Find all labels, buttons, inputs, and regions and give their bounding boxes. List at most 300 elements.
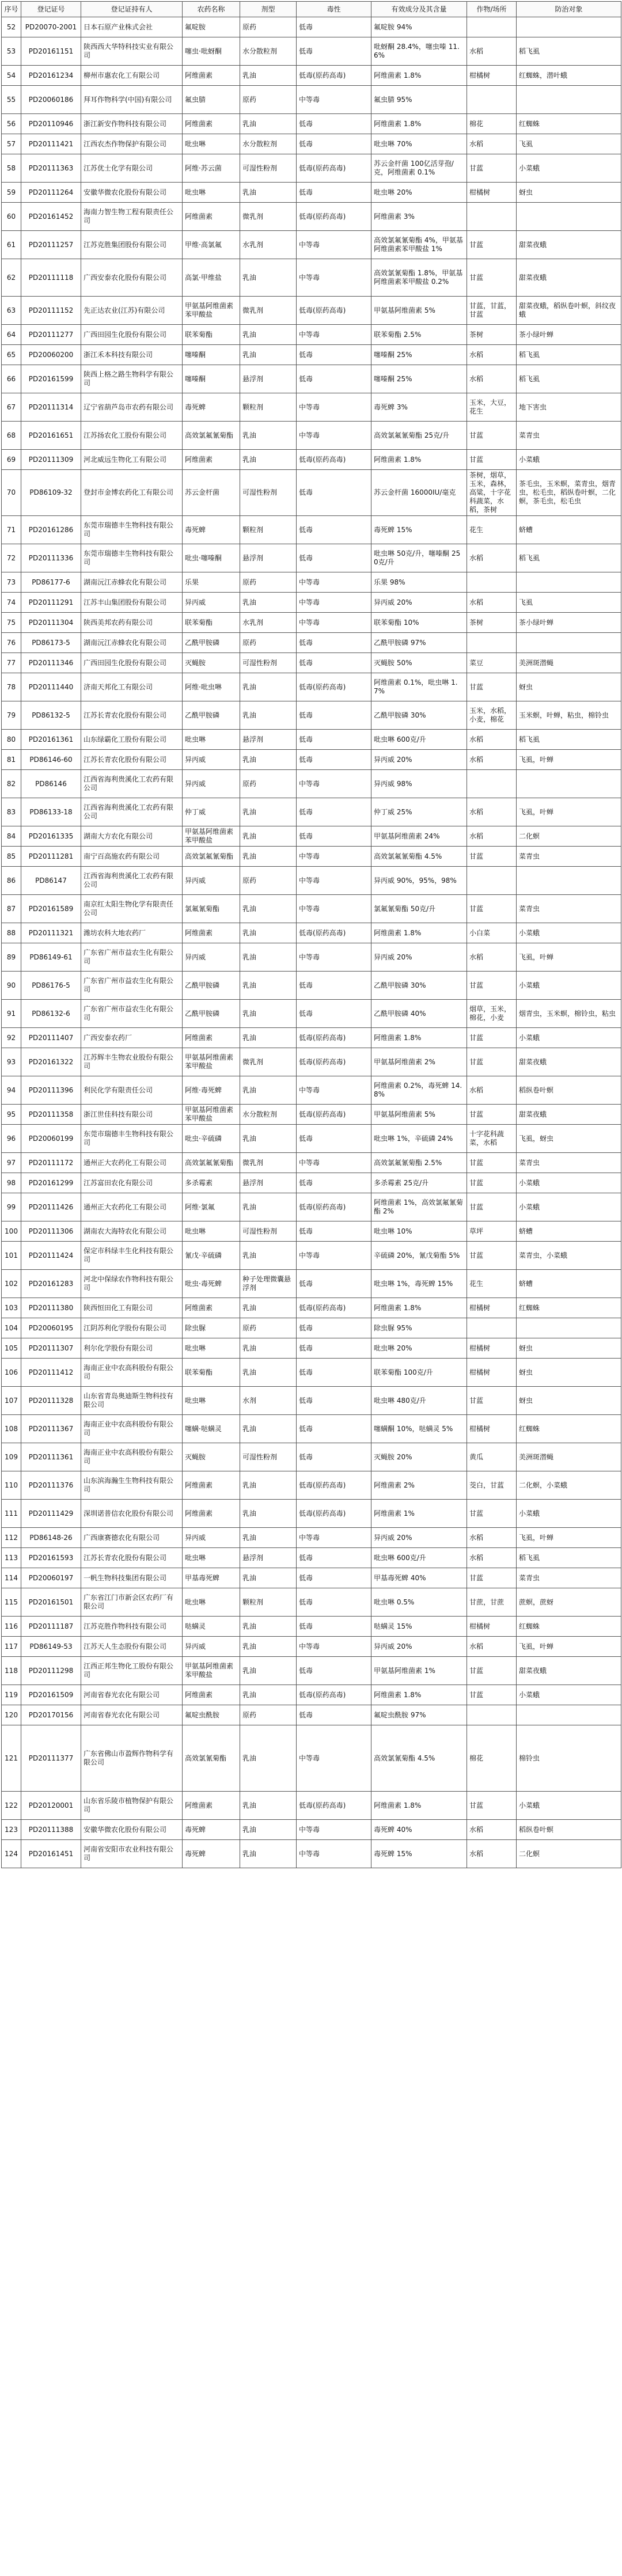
cell-serial-no: 79	[2, 701, 21, 730]
cell-registration-no: PD20060197	[21, 1568, 81, 1588]
cell-pesticide-name: 阿维菌素	[183, 203, 240, 231]
cell-pesticide-name: 氯氟氰菊酯	[183, 895, 240, 923]
table-row	[2, 183, 621, 203]
cell-active-ingredient: 乙酰甲胺磷 40%	[371, 1000, 467, 1028]
cell-registration-no: PD20111309	[21, 450, 81, 470]
table-row	[2, 1792, 621, 1820]
cell-pesticide-name: 高效氯氰菊酯	[183, 1725, 240, 1792]
cell-formulation: 乳油	[240, 1657, 297, 1685]
table-row	[2, 297, 621, 325]
cell-serial-no: 103	[2, 1298, 21, 1318]
cell-target: 小菜蛾	[517, 450, 621, 470]
cell-pesticide-name: 甲氨基阿维菌素苯甲酸盐	[183, 1657, 240, 1685]
cell-pesticide-name: 噻虫·吡蚜酮	[183, 37, 240, 66]
cell-formulation: 乳油	[240, 66, 297, 86]
cell-crop-site: 水稻	[467, 943, 517, 972]
cell-holder: 广西田园生化股份有限公司	[81, 653, 183, 673]
cell-target: 稻纵卷叶螟	[517, 1076, 621, 1105]
table-row	[2, 259, 621, 297]
cell-pesticide-name: 异丙威	[183, 1637, 240, 1657]
cell-serial-no: 112	[2, 1528, 21, 1548]
cell-active-ingredient: 异丙威 20%	[371, 750, 467, 770]
cell-registration-no: PD20111426	[21, 1193, 81, 1221]
cell-holder: 江苏富田农化有限公司	[81, 1173, 183, 1193]
cell-formulation: 原药	[240, 572, 297, 593]
cell-formulation: 乳油	[240, 1528, 297, 1548]
cell-pesticide-name: 异丙威	[183, 770, 240, 798]
table-row	[2, 633, 621, 653]
cell-formulation: 微乳剂	[240, 1153, 297, 1173]
cell-registration-no: PD20111336	[21, 544, 81, 572]
cell-pesticide-name: 吡虫啉	[183, 1548, 240, 1568]
cell-registration-no: PD20111314	[21, 393, 81, 422]
cell-serial-no: 93	[2, 1048, 21, 1076]
cell-pesticide-name: 乙酰甲胺磷	[183, 972, 240, 1000]
cell-formulation: 乳油	[240, 1820, 297, 1840]
cell-registration-no: PD86177-6	[21, 572, 81, 593]
cell-active-ingredient: 吡虫啉 20%	[371, 183, 467, 203]
cell-crop-site: 水稻	[467, 1637, 517, 1657]
cell-formulation: 悬浮剂	[240, 1173, 297, 1193]
cell-registration-no: PD86132-6	[21, 1000, 81, 1028]
cell-holder: 江苏长青农化股份有限公司	[81, 1548, 183, 1568]
cell-pesticide-name: 氟啶胺	[183, 17, 240, 37]
cell-toxicity: 中等毒	[297, 895, 371, 923]
cell-toxicity: 低毒	[297, 114, 371, 134]
cell-target: 玉米螟，叶蝉，粘虫，棉铃虫	[517, 701, 621, 730]
cell-active-ingredient: 高效氯氟氰菊酯 2.5%	[371, 1153, 467, 1173]
cell-holder: 河南省安阳市农业科技有限公司	[81, 1840, 183, 1868]
table-row	[2, 1173, 621, 1193]
cell-target: 菜青虫	[517, 847, 621, 867]
cell-active-ingredient: 噻螨酮 10%，哒螨灵 5%	[371, 1415, 467, 1443]
cell-target: 红蜘蛛	[517, 114, 621, 134]
cell-crop-site	[467, 572, 517, 593]
cell-pesticide-name: 甲氨基阿维菌素苯甲酸盐	[183, 1048, 240, 1076]
cell-crop-site: 甘蓝	[467, 1028, 517, 1048]
cell-formulation: 原药	[240, 770, 297, 798]
cell-active-ingredient: 高效氯氟氰菊酯 25克/升	[371, 422, 467, 450]
cell-holder: 东莞市瑞德丰生物科技有限公司	[81, 544, 183, 572]
cell-formulation: 原药	[240, 86, 297, 114]
cell-active-ingredient: 异丙威 98%	[371, 770, 467, 798]
cell-registration-no: PD20111429	[21, 1500, 81, 1528]
table-row	[2, 1528, 621, 1548]
cell-toxicity: 低毒	[297, 1359, 371, 1387]
cell-pesticide-name: 氰戊·辛硫磷	[183, 1242, 240, 1270]
cell-active-ingredient: 灭蝇胺 50%	[371, 653, 467, 673]
cell-target: 甜菜夜蛾	[517, 1657, 621, 1685]
cell-formulation: 水分散粒剂	[240, 134, 297, 154]
cell-holder: 济南天邦化工有限公司	[81, 673, 183, 701]
table-row	[2, 1153, 621, 1173]
cell-crop-site: 甘蔗，甘蔗	[467, 1588, 517, 1617]
cell-target: 飞虱，叶蝉	[517, 750, 621, 770]
cell-crop-site: 水稻	[467, 1820, 517, 1840]
header-pesticide-name: 农药名称	[183, 2, 240, 17]
cell-target: 飞虱，叶蝉	[517, 798, 621, 826]
cell-crop-site: 甘蓝	[467, 422, 517, 450]
cell-serial-no: 70	[2, 470, 21, 516]
cell-crop-site: 甘蓝	[467, 1242, 517, 1270]
cell-active-ingredient: 氟虫腈 95%	[371, 86, 467, 114]
cell-serial-no: 64	[2, 325, 21, 345]
cell-pesticide-name: 阿维菌素	[183, 66, 240, 86]
cell-crop-site: 甘蓝	[467, 1153, 517, 1173]
header-target: 防治对象	[517, 2, 621, 17]
cell-holder: 通州正大农药化工有限公司	[81, 1153, 183, 1173]
cell-formulation: 乳油	[240, 593, 297, 613]
table-header	[2, 2, 621, 17]
cell-pesticide-name: 异丙威	[183, 750, 240, 770]
cell-formulation: 乳油	[240, 1840, 297, 1868]
cell-crop-site	[467, 633, 517, 653]
cell-holder: 山东绿霸化工股份有限公司	[81, 730, 183, 750]
cell-serial-no: 92	[2, 1028, 21, 1048]
cell-serial-no: 58	[2, 154, 21, 183]
cell-formulation: 乳油	[240, 1000, 297, 1028]
cell-crop-site: 甘蓝	[467, 1105, 517, 1125]
cell-serial-no: 110	[2, 1471, 21, 1500]
cell-holder: 拜耳作物科学(中国)有限公司	[81, 86, 183, 114]
cell-serial-no: 123	[2, 1820, 21, 1840]
cell-active-ingredient: 阿维菌素 1.8%	[371, 1792, 467, 1820]
cell-target: 美洲斑潜蝇	[517, 1443, 621, 1471]
cell-holder: 一帆生物科技集团有限公司	[81, 1568, 183, 1588]
cell-registration-no: PD20111298	[21, 1657, 81, 1685]
cell-formulation: 微乳剂	[240, 1048, 297, 1076]
table-row	[2, 826, 621, 847]
cell-formulation: 微乳剂	[240, 297, 297, 325]
cell-pesticide-name: 除虫脲	[183, 1318, 240, 1338]
cell-pesticide-name: 乙酰甲胺磷	[183, 1000, 240, 1028]
cell-toxicity: 低毒	[297, 1548, 371, 1568]
cell-target: 美洲斑潜蝇	[517, 653, 621, 673]
cell-pesticide-name: 高氯·甲维盐	[183, 259, 240, 297]
cell-target: 菜青虫	[517, 1568, 621, 1588]
cell-crop-site: 花生	[467, 1270, 517, 1298]
cell-registration-no: PD86149-61	[21, 943, 81, 972]
table-row	[2, 750, 621, 770]
cell-target: 蚜虫	[517, 673, 621, 701]
cell-registration-no: PD20060200	[21, 345, 81, 365]
cell-serial-no: 122	[2, 1792, 21, 1820]
table-row	[2, 1415, 621, 1443]
cell-active-ingredient: 哒螨灵 15%	[371, 1617, 467, 1637]
cell-toxicity: 低毒	[297, 1000, 371, 1028]
cell-active-ingredient: 异丙威 20%	[371, 1528, 467, 1548]
cell-holder: 山东滨海瀚生生物科技有限公司	[81, 1471, 183, 1500]
cell-serial-no: 118	[2, 1657, 21, 1685]
table-row	[2, 730, 621, 750]
cell-toxicity: 低毒	[297, 365, 371, 393]
cell-registration-no: PD20120001	[21, 1792, 81, 1820]
cell-active-ingredient: 噻嗪酮 25%	[371, 365, 467, 393]
cell-toxicity: 低毒(原药高毒)	[297, 1298, 371, 1318]
cell-formulation: 颗粒剂	[240, 393, 297, 422]
cell-serial-no: 114	[2, 1568, 21, 1588]
cell-active-ingredient: 阿维菌素 1.8%	[371, 1028, 467, 1048]
cell-target: 稻飞虱	[517, 37, 621, 66]
cell-active-ingredient: 联苯菊酯 2.5%	[371, 325, 467, 345]
cell-target: 稻飞虱	[517, 730, 621, 750]
cell-pesticide-name: 阿维·吡虫啉	[183, 673, 240, 701]
cell-serial-no: 121	[2, 1725, 21, 1792]
cell-target	[517, 1705, 621, 1725]
cell-pesticide-name: 阿维·氯氟	[183, 1193, 240, 1221]
cell-active-ingredient: 阿维菌素 0.2%，毒死蜱 14.8%	[371, 1076, 467, 1105]
cell-formulation: 水乳剂	[240, 613, 297, 633]
cell-pesticide-name: 乐果	[183, 572, 240, 593]
cell-active-ingredient: 吡虫啉 50克/升，噻嗪酮 250克/升	[371, 544, 467, 572]
cell-crop-site: 水稻	[467, 37, 517, 66]
cell-toxicity: 中等毒	[297, 231, 371, 259]
cell-serial-no: 97	[2, 1153, 21, 1173]
cell-formulation: 乳油	[240, 972, 297, 1000]
cell-crop-site: 茶树	[467, 613, 517, 633]
cell-registration-no: PD20111376	[21, 1471, 81, 1500]
cell-toxicity: 低毒(原药高毒)	[297, 1028, 371, 1048]
cell-formulation: 乳油	[240, 450, 297, 470]
cell-crop-site: 茶树，烟草，玉米，森林，高粱，十字花科蔬菜，水稻，茶树	[467, 470, 517, 516]
cell-registration-no: PD20161335	[21, 826, 81, 847]
cell-holder: 陕西美邦农药有限公司	[81, 613, 183, 633]
cell-target: 地下害虫	[517, 393, 621, 422]
cell-holder: 陕西西大华特科技实业有限公司	[81, 37, 183, 66]
cell-target: 小菜蛾	[517, 1792, 621, 1820]
cell-toxicity: 低毒(原药高毒)	[297, 1500, 371, 1528]
cell-serial-no: 120	[2, 1705, 21, 1725]
cell-target: 蛴螬	[517, 516, 621, 544]
cell-target: 甜菜夜蛾	[517, 1048, 621, 1076]
cell-registration-no: PD20111306	[21, 1221, 81, 1242]
cell-target	[517, 86, 621, 114]
table-row	[2, 134, 621, 154]
cell-target: 稻纵卷叶螟	[517, 1820, 621, 1840]
cell-holder: 浙江禾本科技有限公司	[81, 345, 183, 365]
cell-toxicity: 低毒(原药高毒)	[297, 154, 371, 183]
cell-pesticide-name: 甲氨基阿维菌素苯甲酸盐	[183, 297, 240, 325]
cell-crop-site: 水稻	[467, 1076, 517, 1105]
cell-toxicity: 低毒	[297, 516, 371, 544]
cell-serial-no: 89	[2, 943, 21, 972]
cell-pesticide-name: 阿维菌素	[183, 1028, 240, 1048]
cell-target: 菜青虫	[517, 422, 621, 450]
table-row	[2, 450, 621, 470]
cell-target: 蔗螟，蔗蚜	[517, 1588, 621, 1617]
cell-target	[517, 572, 621, 593]
cell-registration-no: PD86173-5	[21, 633, 81, 653]
cell-pesticide-name: 吡虫啉	[183, 183, 240, 203]
cell-formulation: 可湿性粉剂	[240, 470, 297, 516]
cell-holder: 南京红太阳生物化学有限责任公司	[81, 895, 183, 923]
cell-crop-site: 玉米，大豆，花生	[467, 393, 517, 422]
cell-holder: 江苏辉丰生物农业股份有限公司	[81, 1048, 183, 1076]
cell-target: 蚜虫	[517, 1359, 621, 1387]
cell-crop-site: 甘蓝	[467, 1193, 517, 1221]
cell-active-ingredient: 毒死蜱 3%	[371, 393, 467, 422]
cell-toxicity: 低毒	[297, 701, 371, 730]
cell-active-ingredient: 甲基毒死蜱 40%	[371, 1568, 467, 1588]
cell-formulation: 乳油	[240, 1076, 297, 1105]
cell-serial-no: 61	[2, 231, 21, 259]
cell-crop-site: 甘蓝	[467, 847, 517, 867]
cell-serial-no: 91	[2, 1000, 21, 1028]
cell-active-ingredient: 噻嗪酮 25%	[371, 345, 467, 365]
cell-holder: 潍坊农科大地农药厂	[81, 923, 183, 943]
cell-formulation: 原药	[240, 17, 297, 37]
cell-active-ingredient: 吡蚜酮 28.4%，噻虫嗪 11.6%	[371, 37, 467, 66]
cell-active-ingredient: 联苯菊酯 100克/升	[371, 1359, 467, 1387]
cell-registration-no: PD20111328	[21, 1387, 81, 1415]
cell-serial-no: 56	[2, 114, 21, 134]
cell-holder: 日本石原产业株式会社	[81, 17, 183, 37]
cell-crop-site: 甘蓝	[467, 1657, 517, 1685]
cell-holder: 江苏优士化学有限公司	[81, 154, 183, 183]
table-row	[2, 1588, 621, 1617]
cell-holder: 湖南大方农化有限公司	[81, 826, 183, 847]
cell-target: 二化螟，小菜蛾	[517, 1471, 621, 1500]
cell-registration-no: PD86109-32	[21, 470, 81, 516]
cell-holder: 江西省海利贵溪化工农药有限公司	[81, 867, 183, 895]
cell-formulation: 乳油	[240, 1637, 297, 1657]
cell-serial-no: 65	[2, 345, 21, 365]
cell-active-ingredient: 乙酰甲胺磷 30%	[371, 972, 467, 1000]
cell-pesticide-name: 毒死蜱	[183, 1840, 240, 1868]
table-row	[2, 325, 621, 345]
cell-serial-no: 52	[2, 17, 21, 37]
cell-target: 飞虱，蚜虫	[517, 1125, 621, 1153]
cell-crop-site: 甘蓝	[467, 450, 517, 470]
cell-target	[517, 1318, 621, 1338]
cell-holder: 浙江世佳科技有限公司	[81, 1105, 183, 1125]
cell-pesticide-name: 吡虫啉	[183, 134, 240, 154]
cell-toxicity: 中等毒	[297, 847, 371, 867]
cell-pesticide-name: 氟虫腈	[183, 86, 240, 114]
cell-toxicity: 低毒	[297, 972, 371, 1000]
cell-pesticide-name: 甲基毒死蜱	[183, 1568, 240, 1588]
cell-toxicity: 低毒(原药高毒)	[297, 1048, 371, 1076]
cell-toxicity: 中等毒	[297, 770, 371, 798]
cell-formulation: 乳油	[240, 1193, 297, 1221]
cell-pesticide-name: 阿维菌素	[183, 923, 240, 943]
cell-crop-site: 水稻	[467, 544, 517, 572]
cell-target: 稻飞虱	[517, 544, 621, 572]
header-crop-site: 作物/场所	[467, 2, 517, 17]
table-row	[2, 1548, 621, 1568]
table-row	[2, 1318, 621, 1338]
table-row	[2, 923, 621, 943]
table-row	[2, 231, 621, 259]
cell-formulation: 悬浮剂	[240, 1548, 297, 1568]
table-row	[2, 203, 621, 231]
cell-holder: 江苏克胜作物科技有限公司	[81, 1617, 183, 1637]
cell-registration-no: PD20110946	[21, 114, 81, 134]
cell-serial-no: 72	[2, 544, 21, 572]
cell-holder: 广西安泰农化股份有限公司	[81, 259, 183, 297]
cell-registration-no: PD20111172	[21, 1153, 81, 1173]
cell-pesticide-name: 多杀霉素	[183, 1173, 240, 1193]
cell-serial-no: 99	[2, 1193, 21, 1221]
table-row	[2, 114, 621, 134]
cell-holder: 河南省春光农化有限公司	[81, 1705, 183, 1725]
table-row	[2, 895, 621, 923]
table-row	[2, 1685, 621, 1705]
cell-serial-no: 62	[2, 259, 21, 297]
cell-crop-site: 十字花科蔬菜，水稻	[467, 1125, 517, 1153]
cell-crop-site: 甘蓝，甘蓝，甘蓝	[467, 297, 517, 325]
cell-holder: 利尔化学股份有限公司	[81, 1338, 183, 1359]
table-row	[2, 1076, 621, 1105]
cell-crop-site: 草坪	[467, 1221, 517, 1242]
cell-holder: 辽宁省葫芦岛市农药有限公司	[81, 393, 183, 422]
cell-pesticide-name: 高效氯氟氰菊酯	[183, 847, 240, 867]
cell-pesticide-name: 阿维·毒死蜱	[183, 1076, 240, 1105]
cell-serial-no: 74	[2, 593, 21, 613]
cell-serial-no: 106	[2, 1359, 21, 1387]
cell-toxicity: 低毒	[297, 633, 371, 653]
cell-holder: 江苏丰山集团股份有限公司	[81, 593, 183, 613]
cell-target: 小菜蛾	[517, 1173, 621, 1193]
cell-holder: 广西康赛德农化有限公司	[81, 1528, 183, 1548]
cell-registration-no: PD20161452	[21, 203, 81, 231]
cell-holder: 广东省广州市益农生化有限公司	[81, 1000, 183, 1028]
cell-registration-no: PD20111363	[21, 154, 81, 183]
cell-active-ingredient: 高效氯氟氰菊酯 4%，甲氨基阿维菌素苯甲酸盐 1%	[371, 231, 467, 259]
table-row	[2, 943, 621, 972]
cell-crop-site: 小白菜	[467, 923, 517, 943]
cell-toxicity: 低毒	[297, 1173, 371, 1193]
cell-toxicity: 中等毒	[297, 1820, 371, 1840]
cell-toxicity: 低毒(原药高毒)	[297, 1471, 371, 1500]
cell-pesticide-name: 异丙威	[183, 593, 240, 613]
cell-formulation: 乳油	[240, 1617, 297, 1637]
cell-formulation: 可湿性粉剂	[240, 154, 297, 183]
cell-pesticide-name: 阿维菌素	[183, 450, 240, 470]
table-row	[2, 154, 621, 183]
cell-crop-site: 菜豆	[467, 653, 517, 673]
cell-target: 甜菜夜蛾，稻纵卷叶螟，斜纹夜蛾	[517, 297, 621, 325]
cell-toxicity: 低毒	[297, 730, 371, 750]
cell-holder: 通州正大农药化工有限公司	[81, 1193, 183, 1221]
cell-holder: 柳州市惠农化工有限公司	[81, 66, 183, 86]
table-row	[2, 1298, 621, 1318]
table-row	[2, 516, 621, 544]
cell-pesticide-name: 高效氯氟氰菊酯	[183, 422, 240, 450]
cell-registration-no: PD20111346	[21, 653, 81, 673]
cell-crop-site: 水稻	[467, 730, 517, 750]
cell-pesticide-name: 吡虫啉	[183, 1588, 240, 1617]
cell-registration-no: PD20111307	[21, 1338, 81, 1359]
cell-pesticide-name: 噻嗪酮	[183, 365, 240, 393]
cell-toxicity: 低毒	[297, 1705, 371, 1725]
table-row	[2, 972, 621, 1000]
cell-formulation: 颗粒剂	[240, 516, 297, 544]
cell-target: 小菜蛾	[517, 1500, 621, 1528]
cell-crop-site: 玉米，水稻，小麦，棉花	[467, 701, 517, 730]
cell-active-ingredient: 甲氨基阿维菌素 5%	[371, 297, 467, 325]
cell-target: 小菜蛾	[517, 972, 621, 1000]
cell-holder: 江苏天人生态股份有限公司	[81, 1637, 183, 1657]
cell-pesticide-name: 仲丁威	[183, 798, 240, 826]
cell-target: 稻飞虱	[517, 365, 621, 393]
cell-target: 红蜘蛛	[517, 1415, 621, 1443]
cell-registration-no: PD20161501	[21, 1588, 81, 1617]
cell-target	[517, 867, 621, 895]
cell-formulation: 原药	[240, 867, 297, 895]
cell-formulation: 可湿性粉剂	[240, 1221, 297, 1242]
cell-holder: 河南省春光农化有限公司	[81, 1685, 183, 1705]
